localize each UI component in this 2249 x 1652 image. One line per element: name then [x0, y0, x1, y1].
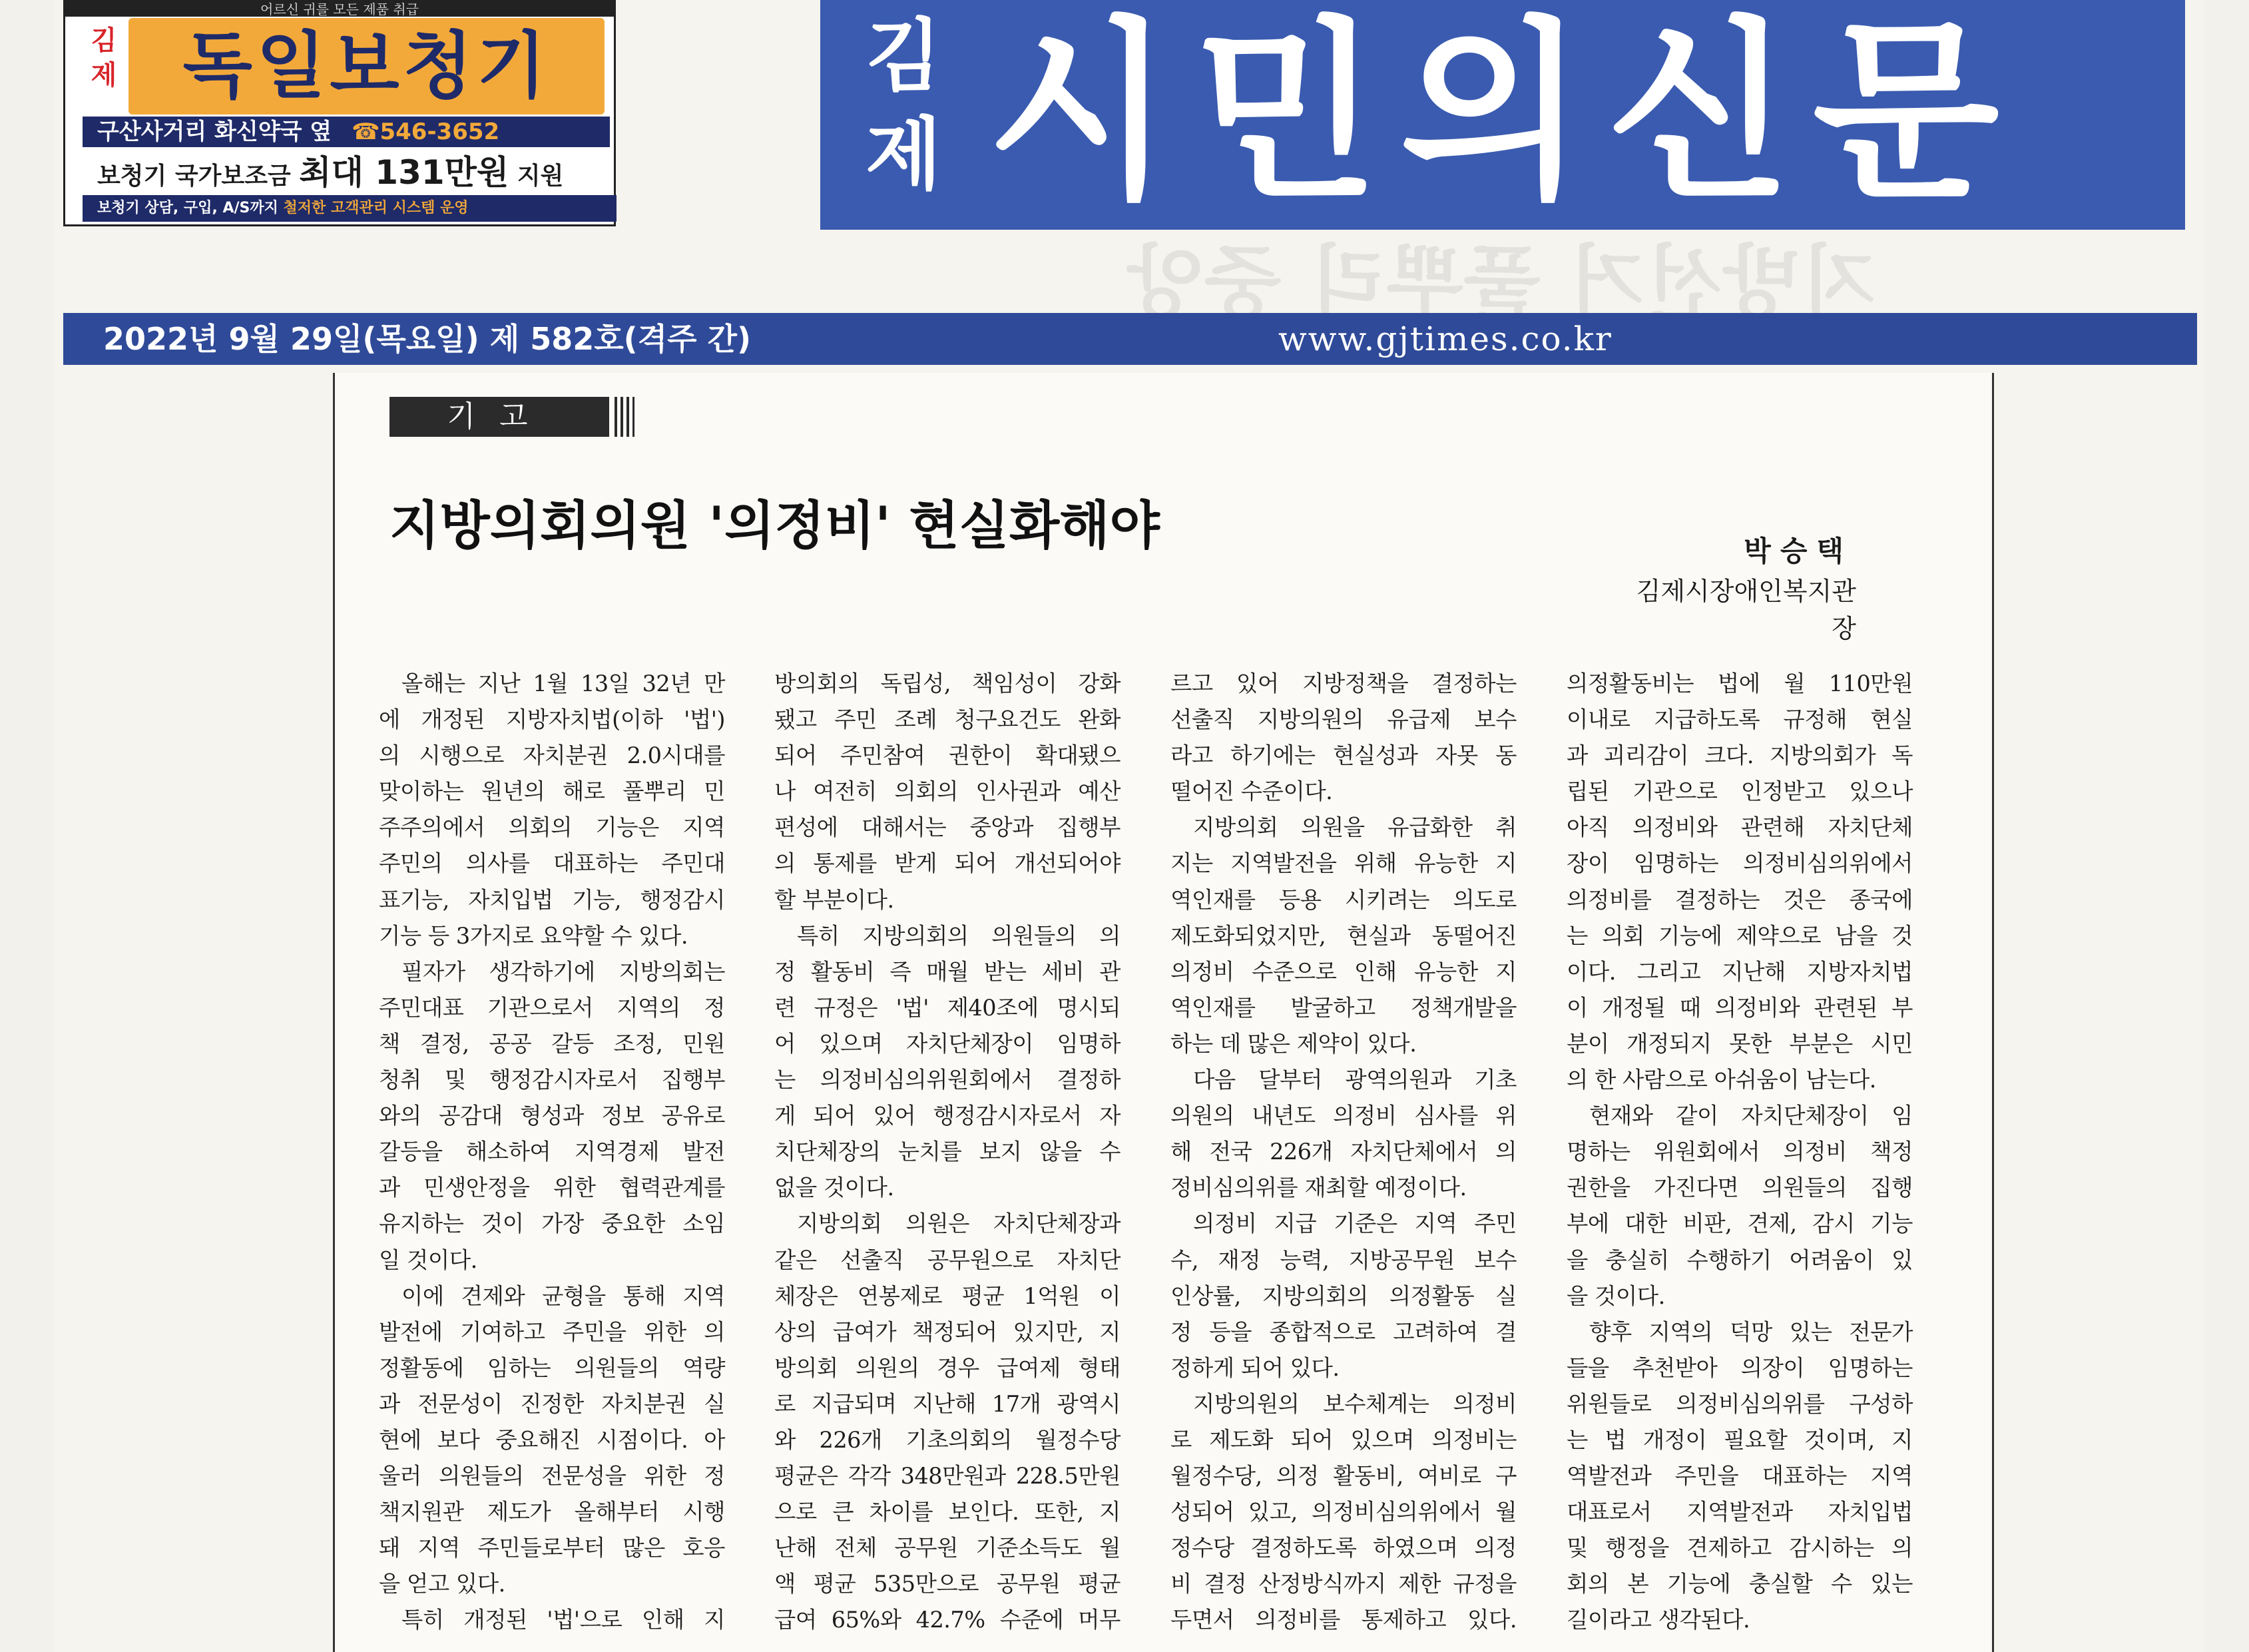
article-line: 급여 65%와 42.7% 수준에 머무: [774, 1607, 1121, 1633]
article-line: 지는 지역발전을 위해 유능한 지: [1170, 850, 1517, 877]
article-line: 인상률, 지방의회의 의정활동 실: [1170, 1282, 1517, 1309]
article-line: 와 226개 기초의회의 월정수당: [774, 1426, 1121, 1453]
website-link[interactable]: www.gjtimes.co.kr: [1278, 320, 1613, 358]
ad-address: 구산사거리 화신약국 옆: [97, 119, 332, 145]
article-line: 위원들로 의정비심의위를 구성하: [1567, 1390, 1913, 1417]
article-line: 일 것이다.: [379, 1246, 477, 1273]
article-line: 로 지급되며 지난해 17개 광역시: [774, 1390, 1121, 1417]
article-line: 들을 추천받아 의장이 임명하는: [1567, 1354, 1913, 1381]
article-line: 되어 주민참여 권한이 확대됐으: [774, 742, 1121, 769]
article-line: 하는 데 많은 제약이 있다.: [1170, 1030, 1417, 1057]
article-line: 련 규정은 '법' 제40조에 명시되: [774, 994, 1121, 1021]
article-line: 방의회 의원의 경우 급여제 형태: [774, 1354, 1121, 1381]
issue-date: 2022년 9월 29일(목요일) 제 582호(격주 간): [103, 321, 752, 357]
ad-subsidy-post: 지원: [517, 162, 564, 190]
article-line: 이다. 그리고 지난해 지방자치법: [1567, 958, 1913, 985]
ad-side-brand-1: 김: [91, 25, 117, 56]
ad-subsidy-amount: 최대 131만원: [299, 153, 509, 192]
article-line: 나 여전히 의회의 인사권과 예산: [774, 778, 1121, 805]
article-line: 수, 재정 능력, 지방공무원 보수: [1170, 1246, 1517, 1273]
article-line: 을 것이다.: [1567, 1282, 1665, 1309]
article-line: 의원의 내년도 의정비 심사를 위: [1170, 1103, 1517, 1129]
article-line: 평균은 각각 348만원과 228.5만원: [774, 1463, 1121, 1490]
article-line: 울러 의원들의 전문성을 위한 정: [379, 1463, 725, 1490]
article-line: 필자가 생각하기에 지방의회는: [401, 958, 725, 985]
article-line: 역발전과 주민을 대표하는 지역: [1567, 1463, 1913, 1490]
article-line: 특히 개정된 '법'으로 인해 지: [401, 1607, 725, 1633]
article-column-2: [774, 666, 1121, 1639]
article-headline: 지방의회의원 '의정비' 현실화해야: [389, 495, 1160, 556]
article-line: 청취 및 행정감시자로서 집행부: [379, 1067, 725, 1093]
article-line: 명하는 위원회에서 의정비 책정: [1567, 1139, 1913, 1165]
article-line: 발전에 기여하고 주민을 위한 의: [379, 1318, 725, 1345]
article-line: 책지원관 제도가 올해부터 시행: [379, 1499, 725, 1525]
article-line: 올해는 지난 1월 13일 32년 만: [401, 671, 725, 696]
article-line: 는 의회 기능에 제약으로 남을 것: [1567, 922, 1913, 949]
author-name: 박승택: [1744, 535, 1853, 567]
article-line: 는 의정비심의위원회에서 결정하: [774, 1067, 1121, 1093]
article-line: 르고 있어 지방정책을 결정하는: [1170, 671, 1517, 696]
article-line: 기능 등 3가지로 요약할 수 있다.: [379, 922, 688, 949]
article-line: 정비심의위를 재최할 예정이다.: [1170, 1175, 1467, 1201]
article-line: 와의 공감대 형성과 정보 공유로: [379, 1103, 725, 1129]
article-line: 과 민생안정을 위한 협력관계를: [379, 1175, 725, 1201]
article-line: 성되어 있고, 의정비심의위에서 월: [1170, 1499, 1517, 1525]
article-line: 유지하는 것이 가장 중요한 소임: [379, 1211, 725, 1237]
article-line: 대표로서 지역발전과 자치입법: [1567, 1499, 1913, 1525]
article-line: 을 충실히 수행하기 어려움이 있: [1567, 1246, 1913, 1273]
ad-service-highlight: 철저한 고객관리 시스템 운영: [283, 200, 469, 216]
article-line: 장이 임명하는 의정비심의위에서: [1567, 850, 1913, 877]
ad-subsidy-line: [83, 152, 623, 193]
article-column-3: [1170, 666, 1517, 1639]
article-line: 지방의회 의원을 유급화한 취: [1193, 814, 1517, 841]
article-line: 게 되어 있어 행정감시자로서 자: [774, 1103, 1121, 1129]
article-line: 체장은 연봉제로 평균 1억원 이: [774, 1282, 1121, 1309]
ad-address-bar: [83, 117, 610, 147]
article-line: 표기능, 자치입법 기능, 행정감시: [379, 886, 725, 913]
masthead-city: [854, 7, 953, 204]
article-line: 난해 전체 공무원 기준소득도 월: [774, 1535, 1121, 1561]
article-column-4: [1567, 666, 1913, 1639]
article-line: 두면서 의정비를 통제하고 있다.: [1170, 1607, 1517, 1633]
article-line: 정수당 결정하도록 하였으며 의정: [1170, 1535, 1517, 1561]
article-line: 에 개정된 지방자치법(이하 '법'): [379, 706, 725, 733]
article-line: 의 통제를 받게 되어 개선되어야: [774, 850, 1121, 877]
ad-top-banner: 어르신 귀를 모든 제품 취급: [65, 2, 614, 17]
masthead-city-1: 김: [866, 9, 941, 102]
article-line: 의 한 사람으로 아쉬움이 남는다.: [1567, 1067, 1876, 1093]
article-line: 현에 보다 중요해진 시점이다. 아: [379, 1426, 725, 1453]
article-line: 갈등을 해소하여 지역경제 발전: [379, 1139, 725, 1165]
ad-side-brand: [77, 23, 130, 93]
ad-title: 독일보청기: [128, 18, 605, 115]
article-line: 주민의 의사를 대표하는 주민대: [379, 850, 725, 877]
article-line: 정활동에 임하는 의원들의 역량: [379, 1354, 725, 1381]
article-line: 편성에 대해서는 중앙과 집행부: [774, 814, 1121, 841]
article-line: 특히 지방의회의 의원들의 의: [797, 922, 1121, 949]
article-line: 같은 선출직 공무원으로 자치단: [774, 1246, 1121, 1273]
article-line: 과 괴리감이 크다. 지방의회가 독: [1567, 742, 1913, 769]
masthead[interactable]: [820, 0, 2185, 230]
article-line: 아직 의정비와 관련해 자치단체: [1567, 814, 1913, 841]
article-line: 이에 견제와 균형을 통해 지역: [401, 1282, 725, 1309]
section-label-bars: [615, 397, 634, 437]
article-line: 상의 급여가 책정되어 있지만, 지: [774, 1318, 1121, 1345]
article-line: 는 법 개정이 필요할 것이며, 지: [1567, 1426, 1913, 1453]
article-line: 액 평균 535만으로 공무원 평균: [774, 1571, 1121, 1597]
article-line: 지방의회 의원은 자치단체장과: [797, 1211, 1121, 1237]
article-line: 의정비 지급 기준은 지역 주민: [1193, 1211, 1517, 1237]
article-line: 의정비 수준으로 인해 유능한 지: [1170, 958, 1517, 985]
article-line: 됐고 주민 조례 청구요건도 완화: [774, 706, 1121, 733]
article-line: 떨어진 수준이다.: [1170, 778, 1333, 805]
article-line: 정하게 되어 있다.: [1170, 1354, 1340, 1381]
article-line: 이 개정될 때 의정비와 관련된 부: [1567, 994, 1913, 1021]
article-line: 돼 지역 주민들로부터 많은 호응: [379, 1535, 725, 1561]
article-line: 의 시행으로 자치분권 2.0시대를: [379, 742, 725, 769]
article-line: 다음 달부터 광역의원과 기초: [1193, 1067, 1517, 1093]
article-line: 현재와 같이 자치단체장이 임: [1589, 1103, 1913, 1129]
author-title: 김제시장애인복지관장: [1636, 577, 1856, 643]
article-line: 방의회의 독립성, 책임성이 강화: [774, 671, 1121, 696]
article-line: 립된 기관으로 인정받고 있으나: [1567, 778, 1913, 805]
hearing-aid-ad[interactable]: [63, 0, 616, 226]
article-line: 주민대표 기관으로서 지역의 정: [379, 994, 725, 1021]
article-line: 으로 큰 차이를 보인다. 또한, 지: [774, 1499, 1121, 1525]
article-line: 과 전문성이 진정한 자치분권 실: [379, 1390, 725, 1417]
article-line: 할 부분이다.: [774, 886, 894, 913]
article-line: 제도화되었지만, 현실과 동떨어진: [1170, 922, 1517, 949]
article-line: 라고 하기에는 현실성과 자못 동: [1170, 742, 1517, 769]
ad-subsidy-pre: 보청기 국가보조금: [97, 162, 291, 190]
article-line: 어 있으며 자치단체장이 임명하: [774, 1030, 1121, 1057]
article-line: 권한을 가진다면 의원들의 집행: [1567, 1175, 1913, 1201]
article-line: 의정비를 결정하는 것은 종국에: [1567, 886, 1913, 913]
article-line: 정 등을 종합적으로 고려하여 결: [1170, 1318, 1517, 1345]
article-line: 월정수당, 의정 활동비, 여비로 구: [1170, 1463, 1517, 1490]
article-line: 향후 지역의 덕망 있는 전문가: [1589, 1318, 1913, 1345]
article-line: 이내로 지급하도록 규정해 현실: [1567, 706, 1913, 733]
ad-phone: ☎546-3652: [352, 119, 500, 145]
article-line: 해 전국 226개 자치단체에서 의: [1170, 1139, 1517, 1165]
article-line: 의정활동비는 법에 월 110만원: [1567, 671, 1913, 696]
ad-service-bar: [83, 195, 617, 222]
issue-bar: [63, 313, 2197, 365]
article-line: 주주의에서 의회의 기능은 지역: [379, 814, 725, 841]
ad-side-brand-2: 제: [91, 60, 117, 91]
article-line: 회의 본 기능에 충실할 수 있는: [1567, 1571, 1913, 1597]
article-line: 선출직 지방의원의 유급제 보수: [1170, 706, 1517, 733]
article-line: 없을 것이다.: [774, 1175, 894, 1201]
article-line: 책 결정, 공공 갈등 조정, 민원: [379, 1030, 725, 1057]
masthead-title: 시민의신문: [987, 1, 2019, 225]
article-column-1: [379, 666, 725, 1639]
article-line: 및 행정을 견제하고 감시하는 의: [1567, 1535, 1913, 1561]
section-label: 기고: [389, 397, 609, 437]
article-line: 역인재를 등용 시키려는 의도로: [1170, 886, 1517, 913]
article-line: 길이라고 생각된다.: [1567, 1607, 1750, 1633]
article-line: 맞이하는 원년의 해로 풀뿌리 민: [379, 778, 725, 805]
masthead-city-2: 제: [866, 108, 941, 200]
article-line: 정 활동비 즉 매월 받는 세비 관: [774, 958, 1121, 985]
opinion-article: [333, 373, 1994, 1652]
article-line: 역인재를 발굴하고 정책개발을: [1170, 994, 1517, 1021]
article-line: 로 제도화 되어 있으며 의정비는: [1170, 1426, 1517, 1453]
article-line: 을 얻고 있다.: [379, 1571, 505, 1597]
article-line: 지방의원의 보수체계는 의정비: [1193, 1390, 1517, 1417]
article-line: 부에 대한 비판, 견제, 감시 기능: [1567, 1211, 1913, 1237]
article-line: 치단체장의 눈치를 보지 않을 수: [774, 1139, 1121, 1165]
article-line: 비 결정 산정방식까지 제한 규정을: [1170, 1571, 1517, 1597]
article-line: 분이 개정되지 못한 부분은 시민: [1567, 1030, 1913, 1057]
ad-service-pre: 보청기 상담, 구입, A/S까지: [97, 200, 278, 216]
